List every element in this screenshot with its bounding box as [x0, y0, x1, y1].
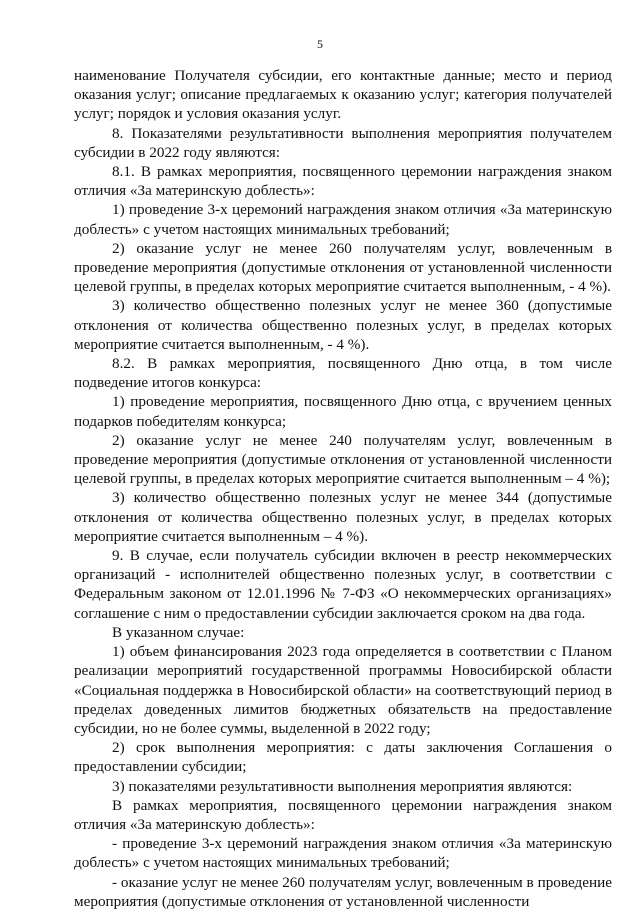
document-body: [74, 66, 612, 911]
paragraph-8-2-item-3: 3) количество общественно полезных услуг не менее 344 (допустимые отклонения от количества общественно полезных услуг, в пределах которых мероприятие считается выполненным – 4 %).: [74, 489, 612, 545]
paragraph-8-indicators: 8. Показателями результативности выполнения мероприятия получателем субсидии в 2022 году являются:: [74, 124, 612, 161]
paragraph-8-1-item-1: 1) проведение 3-х церемоний награждения знаком отличия «За материнскую доблесть» с учетом настоящих минимальных требований;: [74, 201, 612, 238]
paragraph-recipient-info: наименование Получателя субсидии, его контактные данные; место и период оказания услуг; описание предлагаемых к оказанию услуг; категория получателей услуг; порядок и условия оказания услуг.: [74, 67, 612, 123]
paragraph-9-item-3: 3) показателями результативности выполнения мероприятия являются:: [112, 777, 573, 795]
paragraph-8-2-item-1: 1) проведение мероприятия, посвященного Дню отца, с вручением ценных подарков победителям конкурса;: [74, 393, 612, 430]
paragraph-9-case: В указанном случае:: [112, 623, 245, 641]
paragraph-8-2: 8.2. В рамках мероприятия, посвященного Дню отца, в том числе подведение итогов конкурса:: [74, 355, 612, 392]
paragraph-9-bullet-2: - оказание услуг не менее 260 получателям услуг, вовлеченным в проведение мероприятия (допустимые отклонения от установленной численности: [74, 873, 612, 910]
paragraph-8-1-item-3: 3) количество общественно полезных услуг не менее 360 (допустимые отклонения от количества общественно полезных услуг, в пределах которых мероприятие считается выполненным, - 4 %).: [74, 297, 612, 353]
paragraph-9: 9. В случае, если получатель субсидии включен в реестр некоммерческих организаций - исполнителей общественно полезных услуг, в соответствии с Федеральным законом от 12.01.1996 № 7-ФЗ «О некоммерческих организациях» соглашение с ним о предоставлении субсидии заключается сроком на два года.: [74, 547, 612, 622]
paragraph-9-bullet-1: - проведение 3-х церемоний награждения знаком отличия «За материнскую доблесть» с учетом настоящих минимальных требований;: [74, 835, 612, 872]
paragraph-8-1-item-2: 2) оказание услуг не менее 260 получателям услуг, вовлеченным в проведение мероприятия (допустимые отклонения от установленной численности целевой группы, в пределах которых мероприятие считается выполненным, - 4 %).: [74, 239, 612, 296]
paragraph-9-item-2: 2) срок выполнения мероприятия: с даты заключения Соглашения о предоставлении субсидии;: [74, 739, 612, 776]
paragraph-9-ceremony: В рамках мероприятия, посвященного церемонии награждения знаком отличия «За материнскую доблесть»:: [74, 796, 612, 833]
page-number: 5: [317, 37, 323, 51]
paragraph-8-2-item-2: 2) оказание услуг не менее 240 получателям услуг, вовлеченным в проведение мероприятия (допустимые отклонения от установленной численности целевой группы, в пределах которых мероприятие считается выполненным – 4 %);: [74, 431, 612, 488]
paragraph-8-1: 8.1. В рамках мероприятия, посвященного церемонии награждения знаком отличия «За материнскую доблесть»:: [74, 163, 612, 200]
paragraph-9-item-1: 1) объем финансирования 2023 года определяется в соответствии с Планом реализации мероприятий государственной программы Новосибирской области «Социальная поддержка в Новосибирской области» на соответствующий период в пределах доведенных лимитов бюджетных обязательств на предоставление субсидии, но не более суммы, выделенной в 2022 году;: [74, 643, 612, 737]
